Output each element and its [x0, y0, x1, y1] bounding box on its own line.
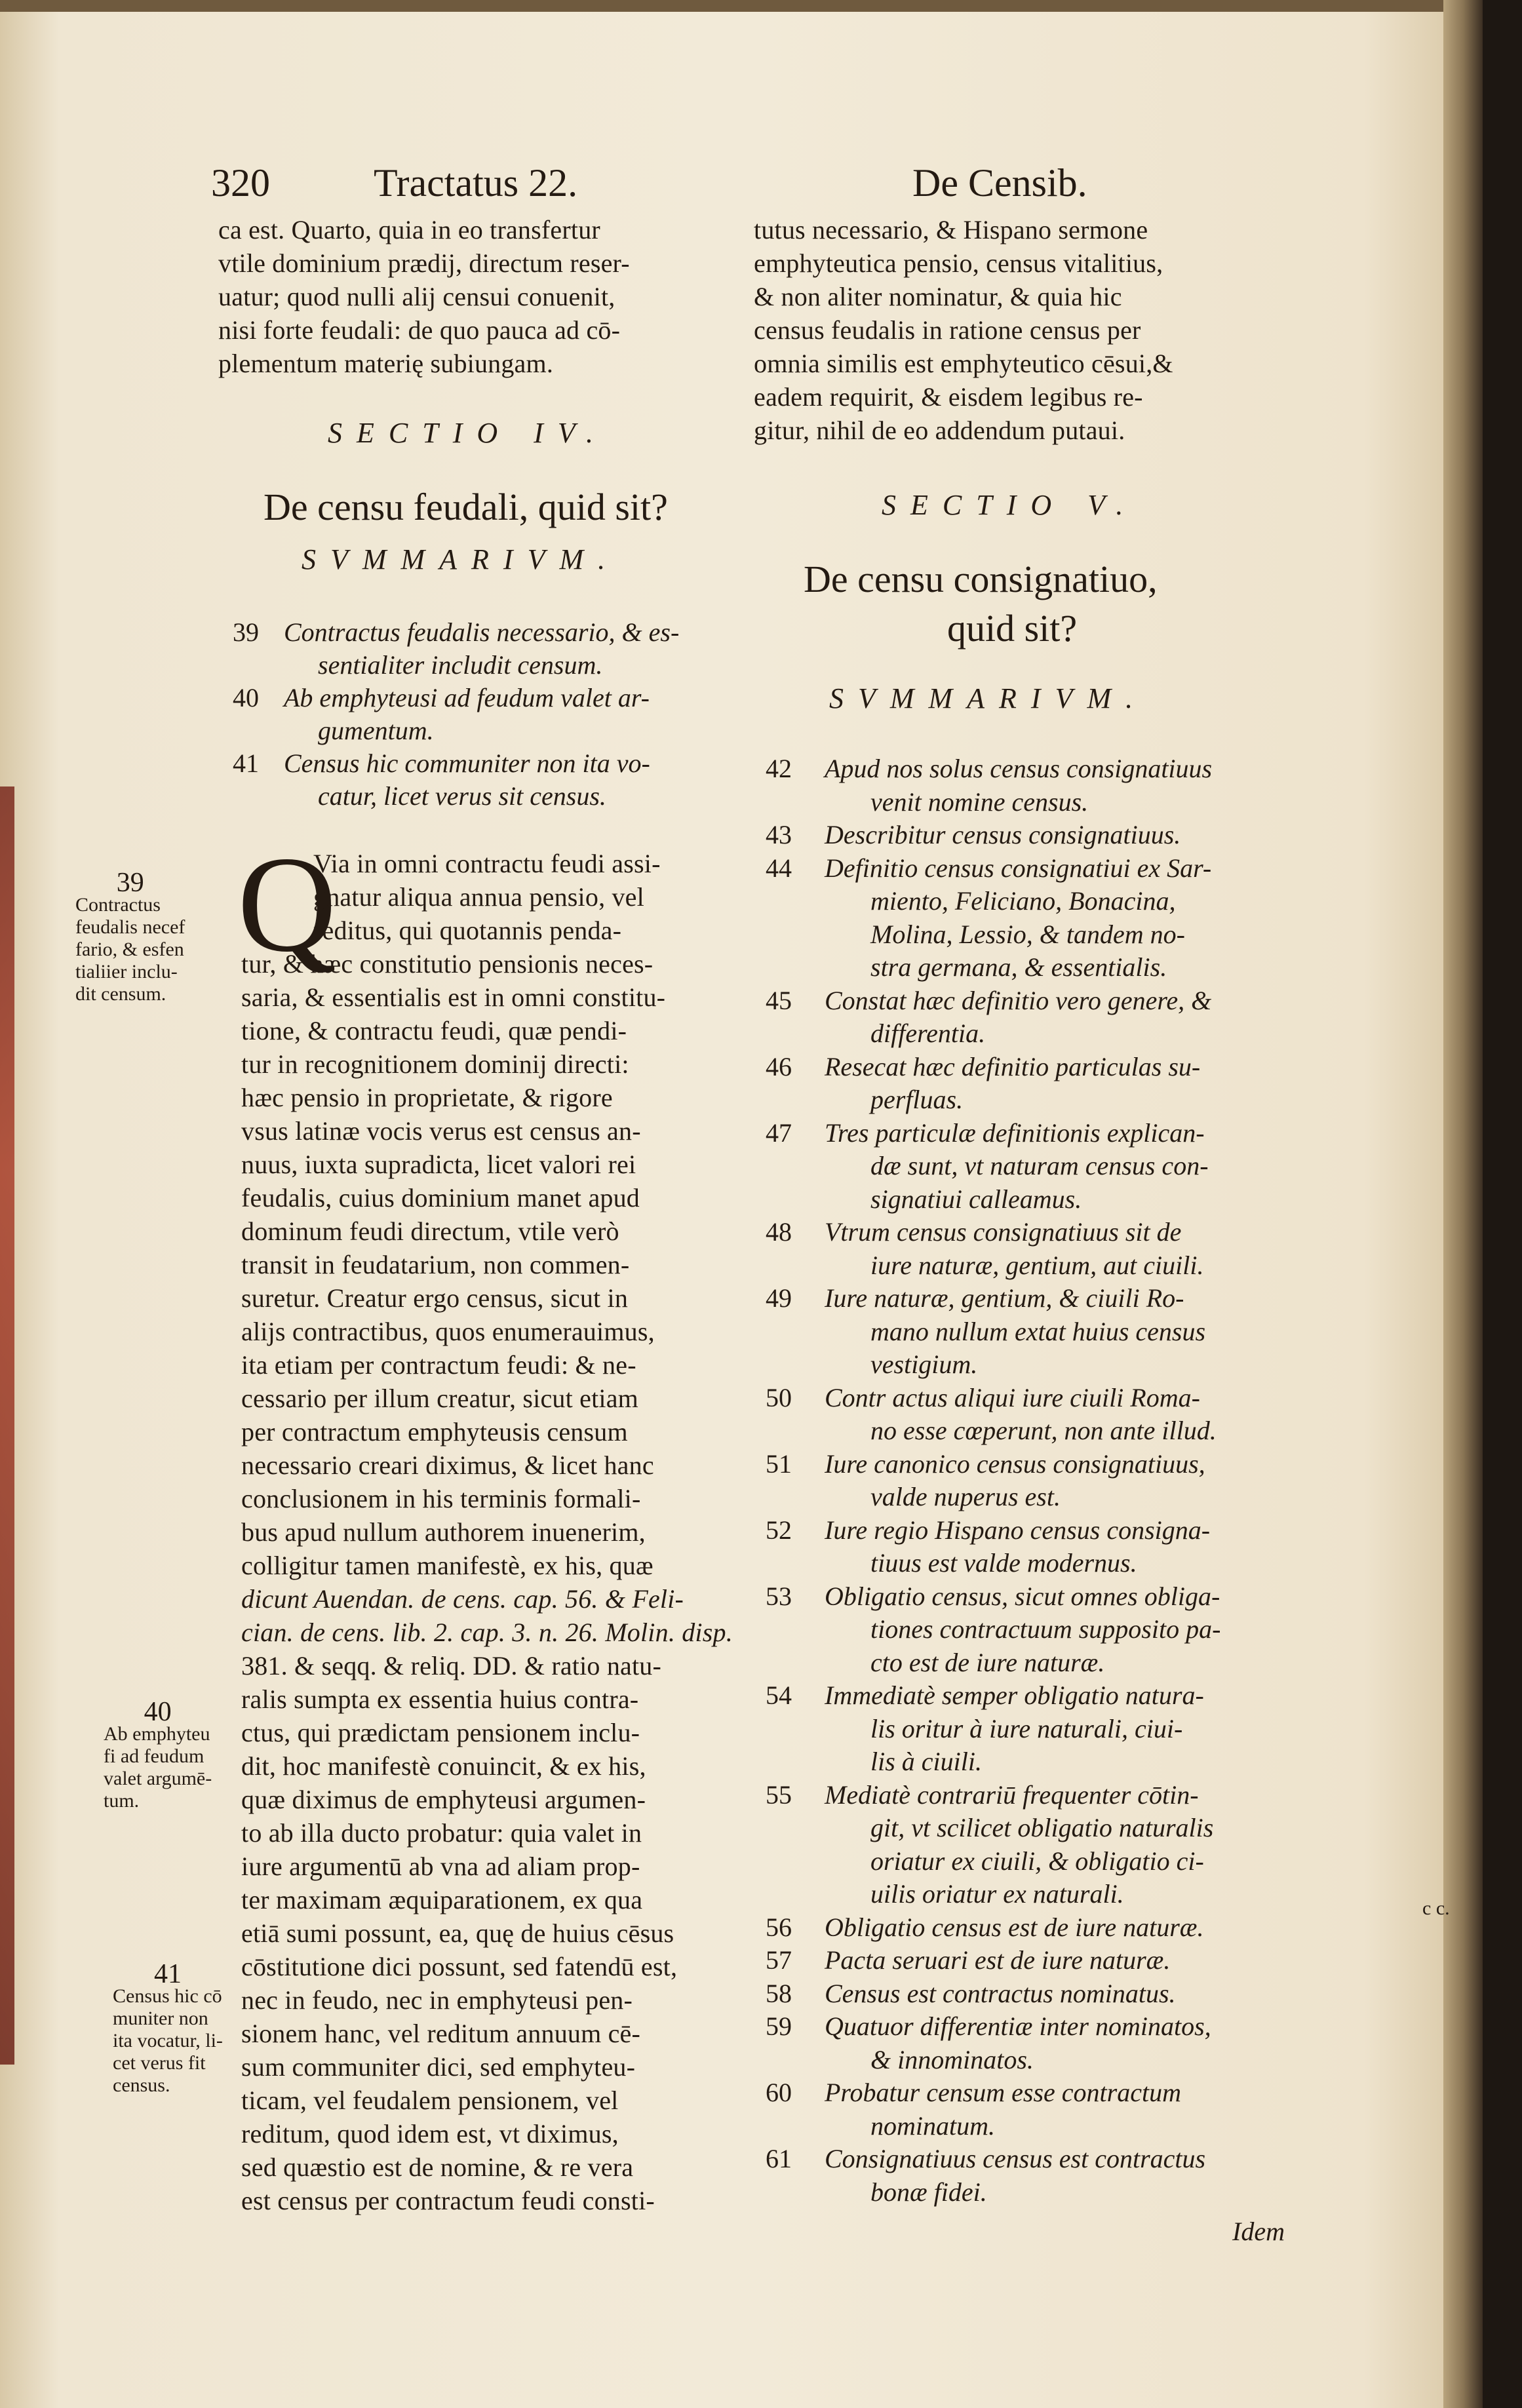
catchword: Idem — [1232, 2217, 1285, 2246]
item-number: 42 — [766, 754, 792, 783]
book-gutter — [1443, 0, 1483, 2408]
item-line: Contr actus aliqui iure ciuili Roma- — [825, 1382, 1200, 1412]
text-line: sum communiter dici, sed emphyteu- — [241, 2052, 636, 2082]
item-line: Definitio census consignatiui ex Sar- — [825, 853, 1212, 883]
margin-note-line: valet argumē- — [104, 1768, 212, 1789]
item-line: dæ sunt, vt naturam census con- — [870, 1151, 1209, 1180]
text-line: iure argumentū ab vna ad aliam prop- — [241, 1852, 640, 1881]
text-line: feudalis, cuius dominium manet apud — [241, 1183, 640, 1213]
margin-note-line: Census hic cō — [113, 1985, 222, 2007]
item-line: mano nullum extat huius census — [870, 1316, 1206, 1346]
item-line: nominatum. — [870, 2110, 995, 2141]
margin-note-line: dit censum. — [75, 983, 166, 1005]
item-line: Tres particulæ definitionis explican- — [825, 1117, 1205, 1148]
item-line: Quatuor differentiæ inter nominatos, — [825, 2011, 1211, 2041]
item-number: 44 — [766, 853, 792, 883]
item-number: 41 — [233, 748, 259, 778]
text-line: suretur. Creatur ergo census, sicut in — [241, 1283, 629, 1313]
item-line: lis à ciuili. — [870, 1747, 982, 1776]
item-line: & innominatos. — [870, 2044, 1034, 2074]
margin-note-line: tialiier inclu- — [75, 961, 178, 982]
margin-note-number: 40 — [144, 1697, 172, 1727]
text-line: quæ diximus de emphyteusi argumen- — [241, 1785, 646, 1814]
text-line: per contractum emphyteusis censum — [241, 1417, 628, 1447]
margin-note-41 — [113, 1959, 223, 2097]
item-line: Contractus feudalis necessario, & es- — [284, 617, 680, 647]
text-line: reditum, quod idem est, vt diximus, — [241, 2119, 619, 2148]
item-line: miento, Feliciano, Bonacina, — [870, 886, 1176, 916]
item-line: Consignatiuus census est contractus — [825, 2144, 1206, 2173]
item-number: 55 — [766, 1779, 792, 1810]
text-line: etiā sumi possunt, ea, quę de huius cēsus — [241, 1918, 674, 1948]
item-line: uilis oriatur ex naturali. — [870, 1879, 1124, 1909]
item-number: 47 — [766, 1117, 792, 1148]
text-line: ctus, qui prædictam pensionem inclu- — [241, 1718, 640, 1747]
item-line: signatiui calleamus. — [870, 1184, 1082, 1214]
item-line: Vtrum census consignatiuus sit de — [825, 1217, 1182, 1247]
margin-note-number: 39 — [116, 868, 144, 898]
item-number: 58 — [766, 1978, 792, 2008]
text-line: saria, & essentialis est in omni constitu- — [241, 982, 666, 1012]
item-number: 51 — [766, 1448, 792, 1479]
item-line: vestigium. — [870, 1350, 978, 1379]
text-line: dicunt Auendan. de cens. cap. 56. & Feli- — [241, 1584, 684, 1614]
text-line: nisi forte feudali: de quo pauca ad cō- — [218, 315, 621, 345]
text-line: gitur, nihil de eo addendum putaui. — [754, 416, 1125, 445]
text-line: cōstitutione dici possunt, sed fatendū est, — [241, 1952, 678, 1981]
item-number: 46 — [766, 1051, 792, 1081]
text-line: reditus, qui quotannis penda- — [313, 916, 622, 945]
text-line: ita etiam per contractum feudi: & ne- — [241, 1350, 636, 1380]
item-line: Iure naturæ, gentium, & ciuili Ro- — [825, 1283, 1184, 1313]
text-line: nec in feudo, nec in emphyteusi pen- — [241, 1985, 633, 2015]
item-line: Resecat hæc definitio particulas su- — [825, 1051, 1201, 1081]
text-line: conclusionem in his terminis formali- — [241, 1484, 641, 1513]
item-number: 40 — [233, 683, 259, 712]
item-number: 60 — [766, 2078, 792, 2107]
item-line: iure naturæ, gentium, aut ciuili. — [870, 1250, 1204, 1280]
text-line: sed quæstio est de nomine, & re vera — [241, 2152, 634, 2182]
item-line: perfluas. — [870, 1085, 964, 1114]
text-line: tutus necessario, & Hispano sermone — [754, 215, 1148, 244]
text-line: tur, & hæc constitutio pensionis neces- — [241, 949, 654, 979]
section-4-title: De censu feudali, quid sit? — [263, 486, 668, 528]
section-5-title-line2: quid sit? — [947, 607, 1078, 650]
section-5-summary-label: SVMMARIVM. — [829, 682, 1148, 714]
item-line: Iure canonico census consignatiuus, — [825, 1448, 1205, 1479]
margin-note-line: feudalis necef — [75, 916, 185, 938]
item-line: Pacta seruari est de iure naturæ. — [825, 1945, 1171, 1975]
text-line: dit, hoc manifestè conuincit, & ex his, — [241, 1751, 646, 1781]
left-top-paragraph — [218, 213, 630, 380]
item-line: Ab emphyteusi ad feudum valet ar- — [284, 683, 650, 712]
item-line: stra germana, & essentialis. — [870, 952, 1167, 982]
text-line: plementum materię subiungam. — [218, 349, 554, 378]
margin-note-line: fario, & esfen — [75, 939, 184, 960]
text-line: tione, & contractu feudi, quæ pendi- — [241, 1016, 627, 1045]
text-line: cessario per illum creatur, sicut etiam — [241, 1384, 638, 1413]
item-line: Obligatio census, sicut omnes obliga- — [825, 1581, 1220, 1611]
page-number: 320 — [211, 161, 270, 204]
item-line: Molina, Lessio, & tandem no- — [870, 919, 1185, 949]
item-line: tiones contractuum supposito pa- — [870, 1614, 1221, 1644]
running-title-left: Tractatus 22. — [374, 161, 578, 204]
text-line: ticam, vel feudalem pensionem, vel — [241, 2086, 619, 2115]
item-number: 61 — [766, 2144, 792, 2173]
text-line: to ab illa ducto probatur: quia valet in — [241, 1818, 642, 1848]
text-line: emphyteutica pensio, census vitalitius, — [754, 248, 1163, 278]
text-line: transit in feudatarium, non commen- — [241, 1250, 630, 1279]
item-line: valde nuperus est. — [870, 1482, 1061, 1511]
text-line: colligitur tamen manifestè, ex his, quæ — [241, 1551, 654, 1580]
item-line: venit nomine census. — [870, 786, 1089, 817]
margin-note-line: ita vocatur, li- — [113, 2030, 223, 2051]
item-line: Apud nos solus census consignatiuus — [825, 754, 1213, 783]
section-5-label: SECTIO V. — [882, 489, 1138, 521]
item-line: bonæ fidei. — [870, 2177, 987, 2207]
text-line: alijs contractibus, quos enumerauimus, — [241, 1317, 655, 1346]
text-line: ca est. Quarto, quia in eo transfertur — [218, 215, 600, 244]
margin-note-line: fi ad feudum — [104, 1745, 205, 1767]
text-line: census feudalis in ratione census per — [754, 315, 1141, 345]
text-line: ter maximam æquiparationem, ex qua — [241, 1885, 643, 1914]
margin-note-line: Contractus — [75, 894, 161, 916]
section-5-title-line1: De censu consignatiuo, — [804, 558, 1158, 600]
item-line: differentia. — [870, 1019, 986, 1048]
margin-note-40 — [104, 1697, 212, 1812]
text-line: necessario creari diximus, & licet hanc — [241, 1450, 654, 1480]
item-line: no esse cœperunt, non ante illud. — [870, 1416, 1217, 1445]
item-number: 54 — [766, 1680, 792, 1710]
summary-item — [233, 747, 744, 813]
summary-item — [233, 682, 744, 747]
item-number: 53 — [766, 1581, 792, 1611]
section-4-summary-label: SVMMARIVM. — [302, 543, 620, 575]
page-top-edge — [0, 0, 1483, 12]
text-line: ralis sumpta ex essentia huius contra- — [241, 1684, 639, 1714]
item-line: Obligatio census est de iure naturæ. — [825, 1912, 1204, 1942]
text-line: uatur; quod nulli alij censui conuenit, — [218, 282, 615, 311]
text-line: hæc pensio in proprietate, & rigore — [241, 1083, 613, 1112]
text-line: omnia similis est emphyteutico cēsui,& — [754, 349, 1173, 378]
section-5-summary-list — [766, 752, 1369, 2207]
margin-note-line: muniter non — [113, 2008, 208, 2029]
text-line: vsus latinæ vocis verus est census an- — [241, 1116, 641, 1146]
margin-note-line: cet verus fit — [113, 2052, 206, 2074]
item-line: Census hic communiter non ita vo- — [284, 748, 650, 778]
text-line: sionem hanc, vel reditum annuum cē- — [241, 2019, 641, 2048]
item-number: 52 — [766, 1515, 792, 1545]
item-line: oriatur ex ciuili, & obligatio ci- — [870, 1846, 1204, 1876]
item-line: Constat hæc definitio vero genere, & — [825, 985, 1212, 1015]
running-title-right: De Censib. — [912, 161, 1087, 204]
item-number: 49 — [766, 1283, 792, 1313]
text-line: est census per contractum feudi consti- — [241, 2186, 655, 2215]
item-number: 59 — [766, 2011, 792, 2041]
section-4-label: SECTIO IV. — [328, 417, 608, 449]
item-number: 56 — [766, 1912, 792, 1942]
text-line: cian. de cens. lib. 2. cap. 3. n. 26. Molin. disp. — [241, 1618, 733, 1647]
summary-item — [233, 616, 744, 682]
item-line: Iure regio Hispano census consigna- — [825, 1515, 1211, 1545]
item-number: 48 — [766, 1217, 792, 1247]
text-line: eadem requirit, & eisdem legibus re- — [754, 382, 1143, 412]
item-number: 43 — [766, 820, 792, 849]
item-line: Immediatè semper obligatio natura- — [825, 1680, 1204, 1710]
text-line: & non aliter nominatur, & quia hic — [754, 282, 1122, 311]
item-line: sentialiter includit censum. — [318, 650, 603, 680]
item-line: Mediatè contrariū frequenter cōtin- — [825, 1779, 1199, 1810]
text-line: dominum feudi directum, vtile verò — [241, 1216, 619, 1246]
text-line: gnatur aliqua annua pensio, vel — [313, 882, 644, 912]
margin-note-line: census. — [113, 2074, 170, 2096]
item-line: cto est de iure naturæ. — [870, 1647, 1105, 1677]
margin-note-line: tum. — [104, 1790, 140, 1812]
item-number: 57 — [766, 1945, 792, 1975]
margin-note-number: 41 — [153, 1959, 182, 1989]
text-line: nuus, iuxta supradicta, licet valori rei — [241, 1150, 636, 1179]
text-line: bus apud nullum authorem inuenerim, — [241, 1517, 646, 1547]
item-line: Census est contractus nominatus. — [825, 1978, 1176, 2008]
margin-note-39 — [75, 868, 185, 1005]
main-body-text — [241, 847, 733, 2217]
item-line: Probatur censum esse contractum — [825, 2078, 1181, 2107]
item-line: Describitur census consignatiuus. — [825, 820, 1181, 849]
text-line: 381. & seqq. & reliq. DD. & ratio natu- — [241, 1651, 662, 1680]
item-number: 39 — [233, 617, 259, 647]
item-line: gumentum. — [318, 716, 434, 745]
drop-cap: Q — [237, 828, 337, 981]
red-page-edge — [0, 786, 14, 2065]
stray-mark: c c. — [1422, 1897, 1450, 1919]
item-number: 45 — [766, 985, 792, 1015]
item-line: lis oritur à iure naturali, ciui- — [870, 1713, 1183, 1743]
item-line: tiuus est valde modernus. — [870, 1548, 1137, 1578]
text-line: vtile dominium prædij, directum reser- — [218, 248, 630, 278]
text-line: Via in omni contractu feudi assi- — [313, 849, 661, 878]
item-line: git, vt scilicet obligatio naturalis — [870, 1813, 1214, 1842]
text-line: tur in recognitionem dominij directi: — [241, 1049, 629, 1079]
right-top-paragraph — [754, 213, 1173, 447]
item-line: catur, licet verus sit census. — [318, 781, 606, 811]
item-number: 50 — [766, 1382, 792, 1412]
margin-note-line: Ab emphyteu — [104, 1723, 210, 1745]
